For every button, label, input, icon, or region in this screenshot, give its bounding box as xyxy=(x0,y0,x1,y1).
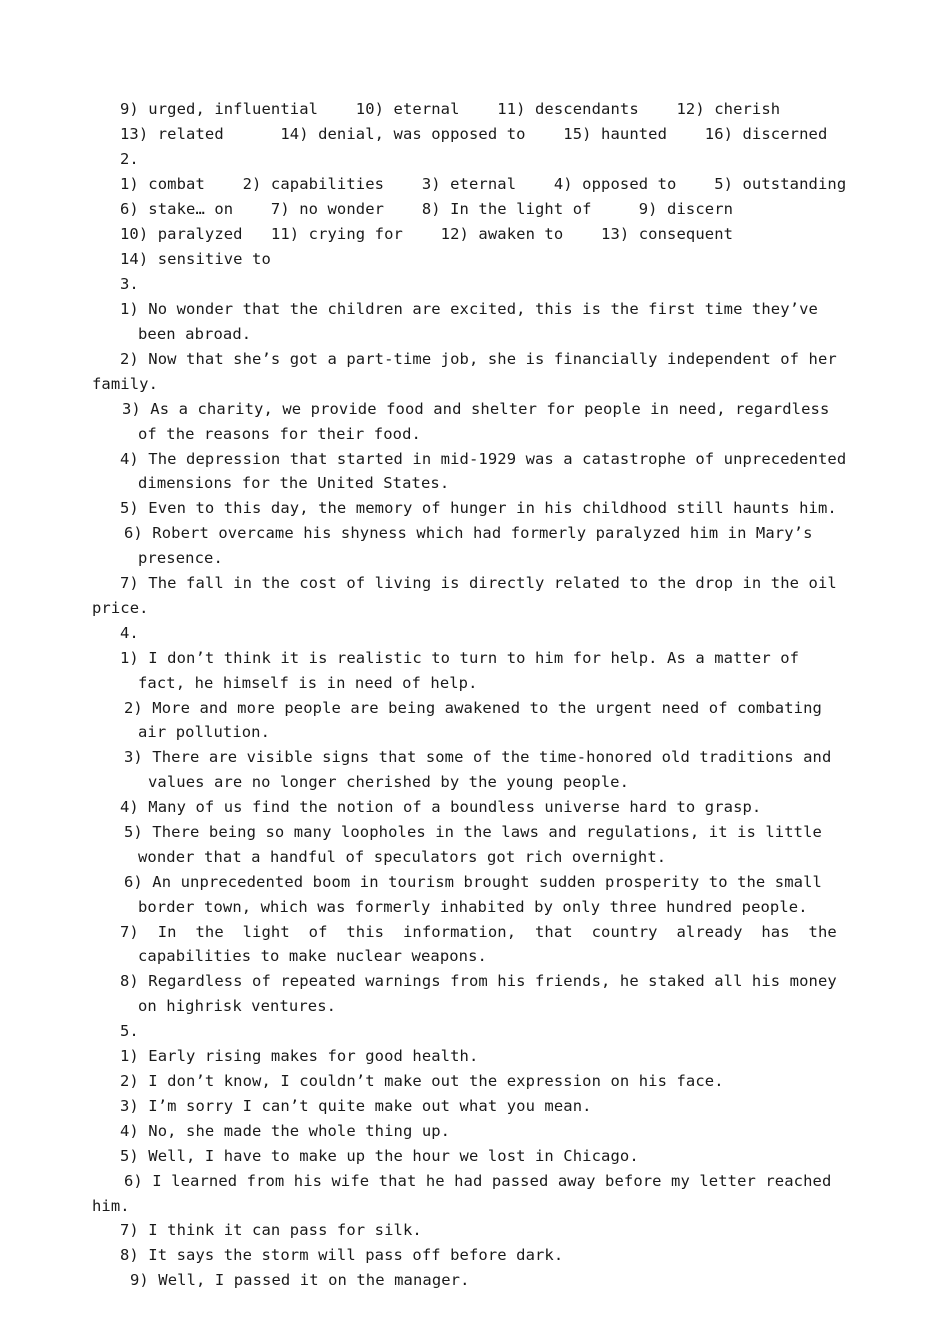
text-line: 4) Many of us find the notion of a boundless universe hard to grasp. xyxy=(120,798,762,816)
text-line: 14) sensitive to xyxy=(120,250,271,268)
text-line: 9) Well, I passed it on the manager. xyxy=(130,1271,470,1289)
text-line: 1) I don’t think it is realistic to turn to him for help. As a matter of xyxy=(120,649,800,667)
text-line: 7) I think it can pass for silk. xyxy=(120,1221,422,1239)
text-line: capabilities to make nuclear weapons. xyxy=(138,947,487,965)
text-line: him. xyxy=(92,1197,130,1215)
text-line: 6) stake… on 7) no wonder 8) In the light of 9) discern xyxy=(120,200,734,218)
text-line: 3) I’m sorry I can’t quite make out what you mean. xyxy=(120,1097,592,1115)
text-line: 8) It says the storm will pass off before dark. xyxy=(120,1246,564,1264)
text-line: on highrisk ventures. xyxy=(138,997,337,1015)
text-line: 3) There are visible signs that some of the time-honored old traditions and xyxy=(124,748,832,766)
text-line: 10) paralyzed 11) crying for 12) awaken to 13) consequent xyxy=(120,225,734,243)
text-line: 6) Robert overcame his shyness which had formerly paralyzed him in Mary’s xyxy=(124,524,813,542)
text-line: 1) No wonder that the children are excited, this is the first time they’ve xyxy=(120,300,818,318)
text-line: presence. xyxy=(138,549,223,567)
text-line: 4) No, she made the whole thing up. xyxy=(120,1122,451,1140)
text-line: family. xyxy=(92,375,159,393)
text-line: values are no longer cherished by the young people. xyxy=(148,773,630,791)
text-line: border town, which was formerly inhabited by only three hundred people. xyxy=(138,898,808,916)
text-line: 13) related 14) denial, was opposed to 15) haunted 16) discerned xyxy=(120,125,828,143)
text-line: 2) I don’t know, I couldn’t make out the expression on his face. xyxy=(120,1072,724,1090)
text-line: dimensions for the United States. xyxy=(138,474,450,492)
text-line: price. xyxy=(92,599,149,617)
text-line: 7) The fall in the cost of living is directly related to the drop in the oil xyxy=(120,574,837,592)
text-line: 6) I learned from his wife that he had passed away before my letter reached xyxy=(124,1172,832,1190)
text-line: wonder that a handful of speculators got rich overnight. xyxy=(138,848,667,866)
text-line: 1) combat 2) capabilities 3) eternal 4) opposed to 5) outstanding xyxy=(120,175,847,193)
text-line: 2) More and more people are being awakened to the urgent need of combating xyxy=(124,699,822,717)
text-line: 9) urged, influential 10) eternal 11) descendants 12) cherish xyxy=(120,100,781,118)
text-line: 4) The depression that started in mid-1929 was a catastrophe of unprecedented xyxy=(120,450,847,468)
section-number: 4. xyxy=(120,624,139,642)
text-line: 1) Early rising makes for good health. xyxy=(120,1047,479,1065)
text-line: 6) An unprecedented boom in tourism brought sudden prosperity to the small xyxy=(124,873,822,891)
text-line: of the reasons for their food. xyxy=(138,425,421,443)
text-line: air pollution. xyxy=(138,723,271,741)
text-line: been abroad. xyxy=(138,325,252,343)
text-line: 5) Well, I have to make up the hour we lost in Chicago. xyxy=(120,1147,639,1165)
text-line: 3) As a charity, we provide food and shelter for people in need, regardless xyxy=(122,400,830,418)
text-line: 8) Regardless of repeated warnings from his friends, he staked all his money xyxy=(120,972,837,990)
section-number: 2. xyxy=(120,150,139,168)
text-line: 7) In the light of this information, that country already has the xyxy=(120,923,837,941)
text-line: fact, he himself is in need of help. xyxy=(138,674,478,692)
text-line: 5) Even to this day, the memory of hunger in his childhood still haunts him. xyxy=(120,499,837,517)
text-line: 5) There being so many loopholes in the laws and regulations, it is little xyxy=(124,823,822,841)
text-line: 2) Now that she’s got a part-time job, she is financially independent of her xyxy=(120,350,837,368)
section-number: 3. xyxy=(120,275,139,293)
section-number: 5. xyxy=(120,1022,139,1040)
